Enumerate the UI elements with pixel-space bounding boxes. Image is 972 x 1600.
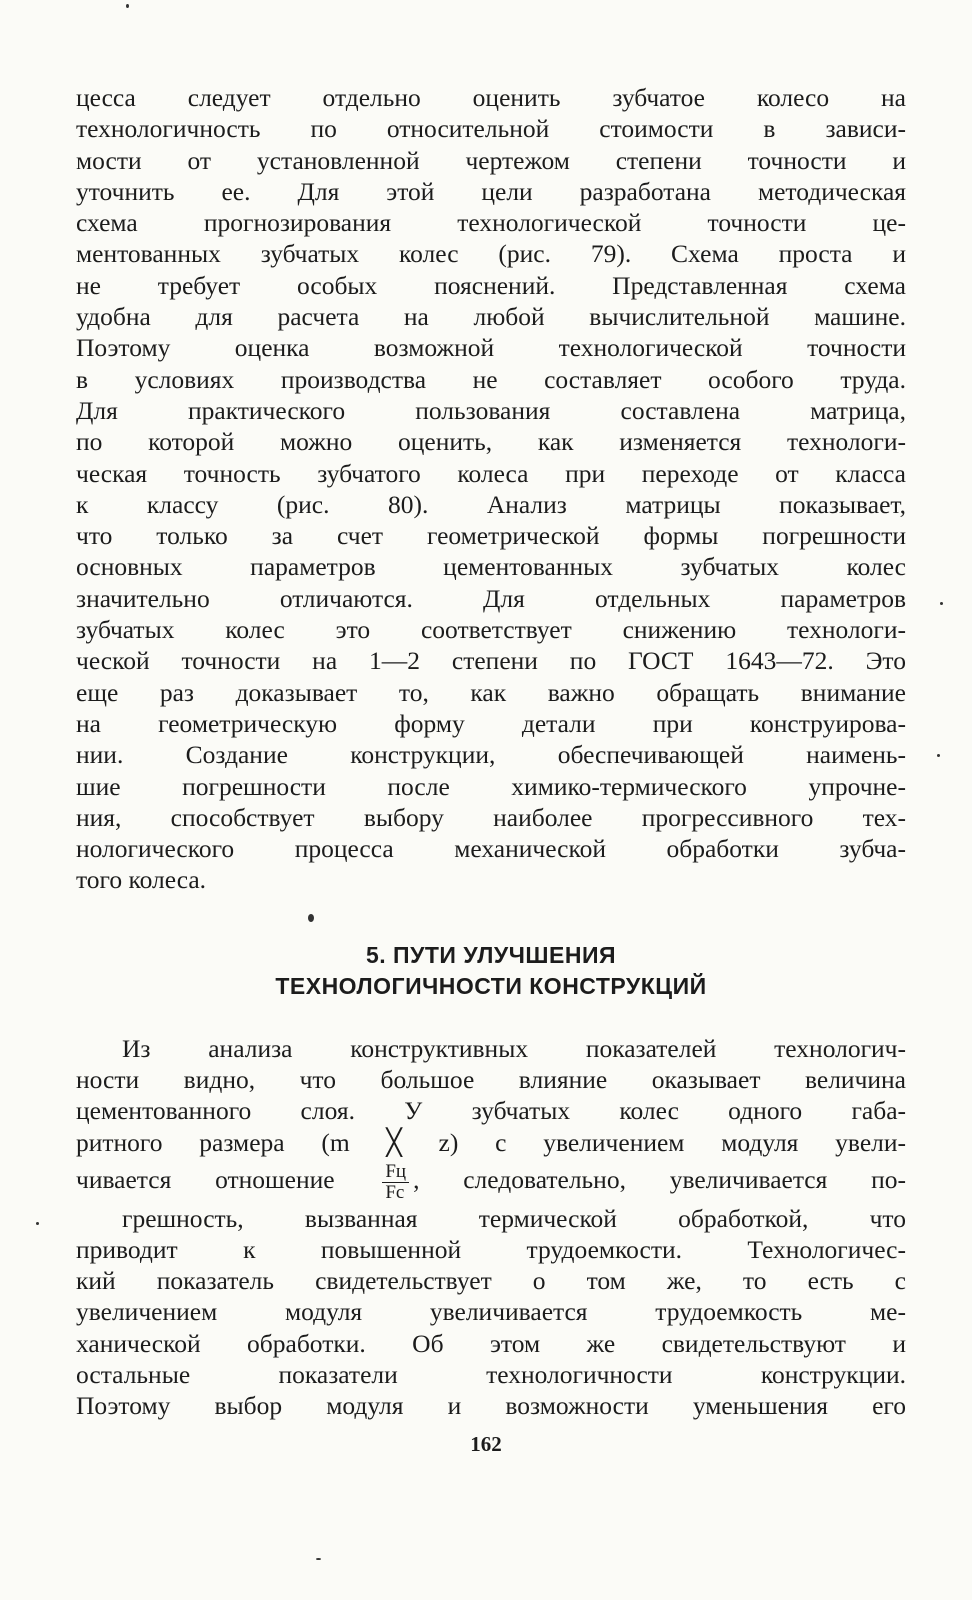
paragraph-2 [76, 1033, 906, 1422]
page-number: 162 [470, 1432, 502, 1456]
text-line: ности видно, что большое влияние оказывает величина [76, 1065, 906, 1095]
scan-speck [316, 1558, 321, 1560]
text-line: грешность, вызванная термической обработкой, что [122, 1203, 906, 1233]
text-line: ния, способствует выбору наиболее прогрессивного тех- [76, 802, 906, 832]
text-line: по которой можно оценить, как изменяется технологи- [76, 427, 906, 457]
scan-speck [937, 754, 940, 757]
text-line: значительно отличаются. Для отдельных параметров [76, 583, 906, 613]
text-line: зубчатых колес это соответствует снижению технологи- [76, 615, 906, 645]
text-line: приводит к повышенной трудоемкости. Технологичес- [76, 1234, 906, 1264]
text-line: в условиях производства не составляет особого труда. [76, 364, 906, 394]
text-line: ческая точность зубчатого колеса при переходе от класса [76, 458, 906, 488]
text-line: остальные показатели технологичности конструкции. [76, 1360, 906, 1390]
text-line: цементованного слоя. У зубчатых колес одного габа- [76, 1096, 906, 1126]
text-line: ментованных зубчатых колес (рис. 79). Схема проста и [76, 239, 906, 269]
scan-speck [308, 914, 314, 922]
text-line: Для практического пользования составлена матрица, [76, 395, 906, 425]
text-line: на геометрическую форму детали при конструирова- [76, 708, 906, 738]
text-line: к классу (рис. 80). Анализ матрицы показывает, [76, 489, 906, 519]
section-heading-line-2: ТЕХНОЛОГИЧНОСТИ КОНСТРУКЦИЙ [275, 972, 707, 999]
text-line: нии. Создание конструкции, обеспечивающей наимень- [76, 740, 906, 770]
fraction-line [76, 1158, 906, 1203]
scan-speck [940, 602, 943, 605]
text-line: шие погрешности после химико-термического упрочне- [76, 771, 906, 801]
text-line: не требует особых пояснений. Представленная схема [76, 270, 906, 300]
text-line: того колеса. [76, 865, 207, 895]
text-line: кий показатель свидетельствует о том же, то есть с [76, 1266, 906, 1296]
section-heading [76, 940, 906, 1002]
text-line: Из анализа конструктивных показателей технологич- [122, 1033, 906, 1063]
text-line: еще раз доказывает то, как важно обращать внимание [76, 677, 906, 707]
section-heading-line-1: 5. ПУТИ УЛУЧШЕНИЯ [365, 941, 617, 968]
text-line: основных параметров цементованных зубчатых колес [76, 552, 906, 582]
text-line: ханической обработки. Об этом же свидетельствуют и [76, 1328, 906, 1358]
text-line: схема прогнозирования технологической точности це- [76, 208, 906, 238]
fraction-denominator: Fс [385, 1181, 405, 1203]
text-line: увеличением модуля увеличивается трудоемкость ме- [76, 1297, 906, 1327]
text-line: ритного размера (m ╳ z) с увеличением модуля увели- [76, 1127, 906, 1157]
text-line: цесса следует отдельно оценить зубчатое колесо на [76, 83, 906, 112]
text-line: что только за счет геометрической формы погрешности [76, 521, 906, 551]
text-line: удобна для расчета на любой вычислительной машине. [76, 302, 906, 332]
text-line: ческой точности на 1—2 степени по ГОСТ 1643—72. Это [76, 646, 906, 676]
page-body [76, 82, 906, 1422]
text-line: мости от установленной чертежом степени точности и [76, 145, 906, 175]
text-line: уточнить ее. Для этой цели разработана методическая [76, 176, 906, 206]
scan-speck [36, 1222, 39, 1225]
text-line: Поэтому оценка возможной технологической точности [76, 333, 906, 363]
fraction-numerator: Fц [382, 1162, 409, 1183]
ratio-fraction [382, 1162, 409, 1203]
fraction-line-before: чивается отношение [76, 1164, 335, 1194]
text-line: технологичность по относительной стоимости в зависи- [76, 114, 906, 144]
text-line: Поэтому выбор модуля и возможности уменьшения его [76, 1391, 906, 1421]
scan-speck [126, 4, 129, 8]
paragraph-1 [76, 82, 906, 896]
text-line: нологического процесса механической обработки зубча- [76, 834, 906, 864]
fraction-line-after: , следовательно, увеличивается по- [413, 1164, 906, 1194]
